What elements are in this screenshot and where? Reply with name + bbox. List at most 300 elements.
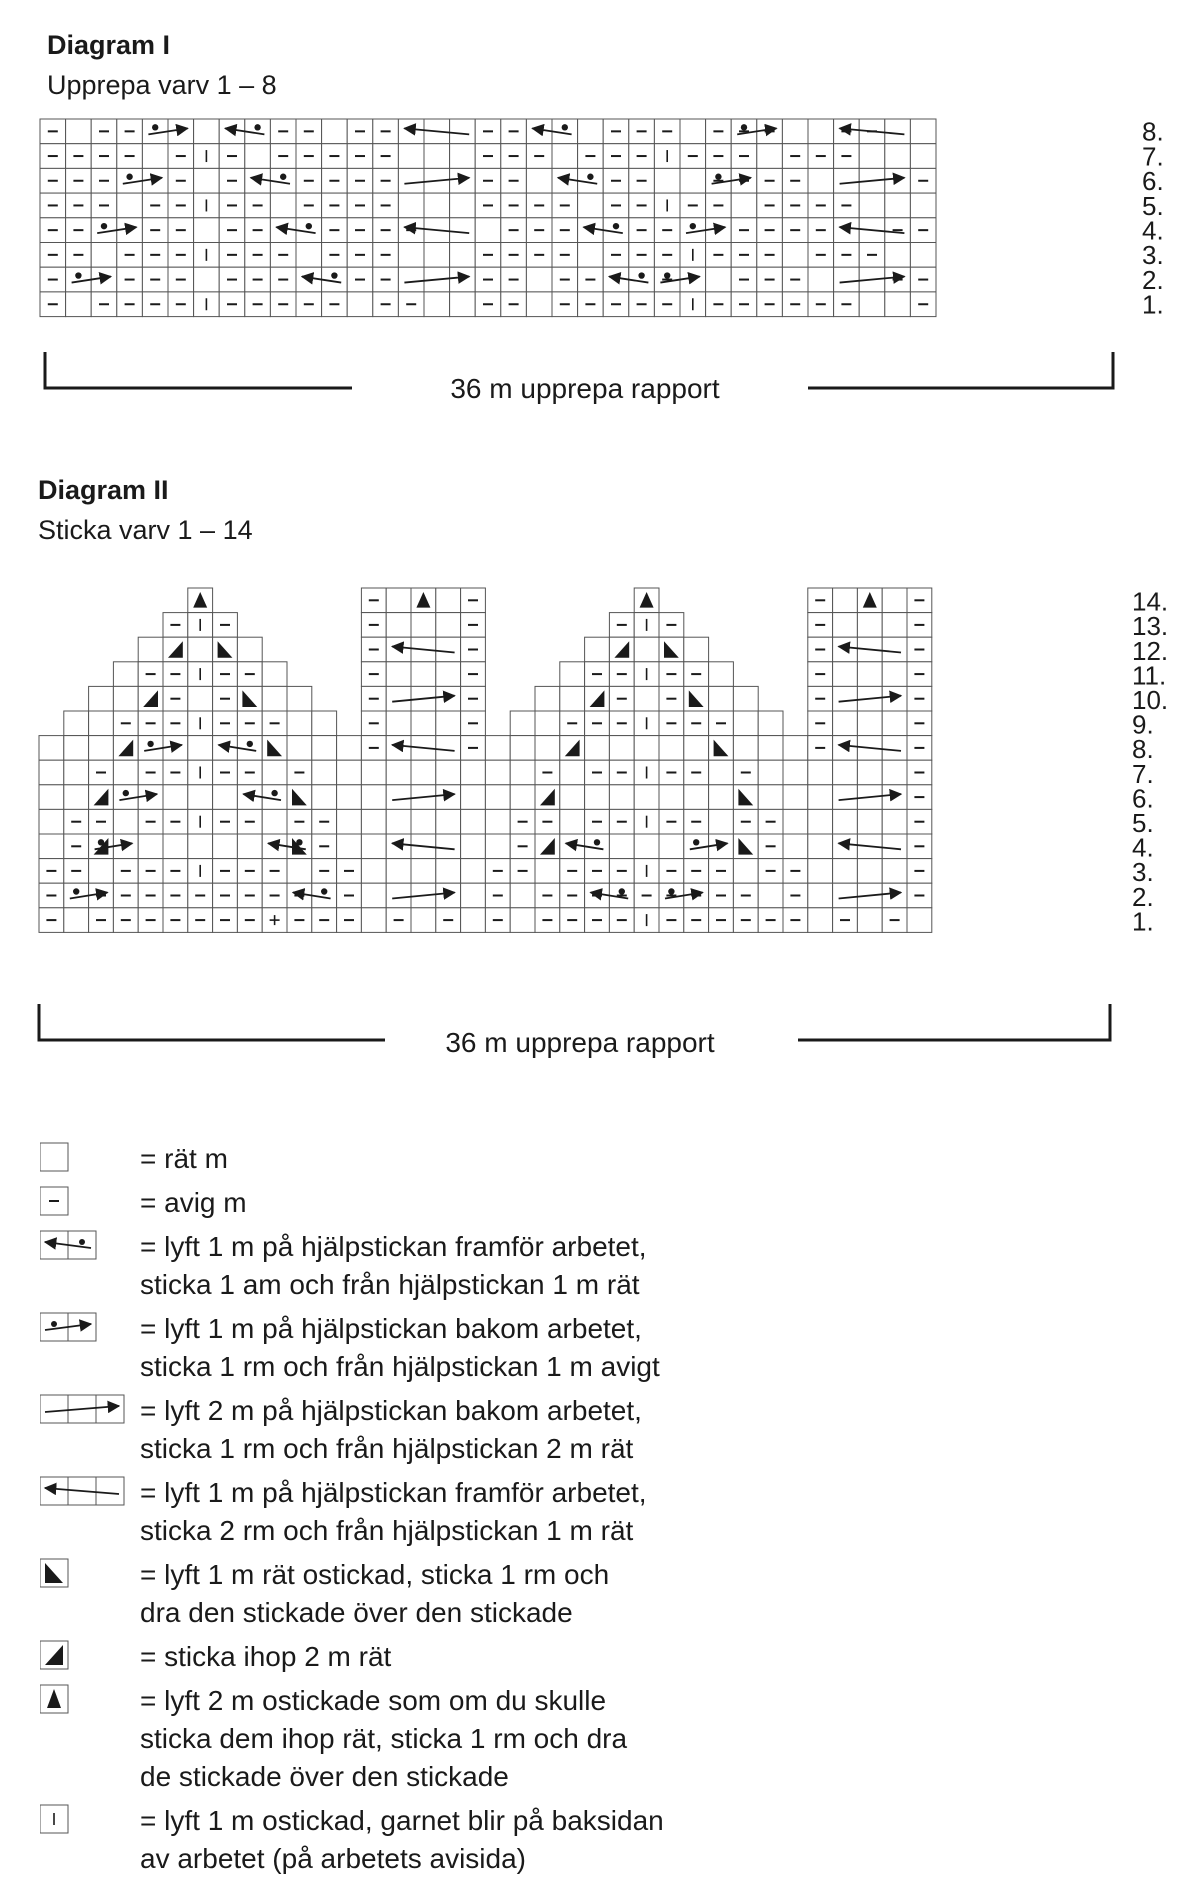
diagram-2-cell [188, 859, 213, 884]
diagram-2-cell [436, 662, 461, 687]
diagram-2-cell [808, 662, 833, 687]
diagram-2-cell [535, 908, 560, 933]
diagram-1-cell [322, 119, 348, 144]
diagram-2-cell [733, 883, 758, 908]
diagram-1-cell [398, 267, 424, 292]
diagram-2-cell [64, 859, 89, 884]
diagram-2-cell [510, 736, 535, 761]
diagram-1-cell [142, 193, 168, 218]
diagram-2-cell [882, 711, 907, 736]
diagram-2-cell [560, 883, 585, 908]
diagram-2-cell [709, 736, 734, 761]
diagram-2-cell [808, 785, 833, 810]
diagram-1-cell [194, 193, 220, 218]
diagram-1-cell [629, 144, 655, 169]
diagram-2-cell [907, 760, 932, 785]
diagram-2-cell [262, 760, 287, 785]
diagram-1-cell [219, 218, 245, 243]
diagram-2-cell [585, 662, 610, 687]
diagram-1-cell [731, 218, 757, 243]
diagram-2-cell [485, 785, 510, 810]
diagram-2-cell [510, 859, 535, 884]
diagram-2-cell [634, 637, 659, 662]
diagram-2-cell [833, 588, 858, 613]
diagram-2-cell [609, 686, 634, 711]
legend-line: av arbetet (på arbetets avisida) [140, 1843, 526, 1874]
diagram-1-cell [731, 267, 757, 292]
diagram-2-cell [213, 686, 238, 711]
diagram-1-cell [782, 218, 808, 243]
diagram-1-cell [654, 243, 680, 268]
diagram-2-cell [138, 711, 163, 736]
diagram-1-cell [66, 193, 92, 218]
diagram-2-cell [882, 883, 907, 908]
diagram-2-cell [684, 637, 709, 662]
diagram-1-cell [245, 193, 271, 218]
diagram-1-cell [66, 144, 92, 169]
diagram-1-cell [219, 292, 245, 317]
diagram-1-cell [450, 292, 476, 317]
diagram-2-cell [337, 785, 362, 810]
diagram-1-cell [219, 168, 245, 193]
diagram-2-cell [783, 809, 808, 834]
diagram-1-cell [168, 193, 194, 218]
diagram-2-cell [39, 760, 64, 785]
diagram-1-cell [706, 267, 732, 292]
diagram-2-cell [337, 736, 362, 761]
diagram-1-cell [629, 292, 655, 317]
diagram-2-cell [337, 834, 362, 859]
diagram-2-cell [312, 760, 337, 785]
diagram-2-cell [907, 588, 932, 613]
diagram-1-cell [66, 218, 92, 243]
legend-item-cdd [40, 1682, 760, 1796]
diagram-2-cell [709, 785, 734, 810]
diagram-2-cell [163, 686, 188, 711]
diagram-1-cell [194, 168, 220, 193]
diagram-2-cell [485, 883, 510, 908]
legend-item-cable-left-3 [40, 1474, 760, 1550]
legend-item-cable-right-3 [40, 1392, 760, 1468]
diagram-1-subtitle: Upprepa varv 1 – 8 [47, 70, 277, 100]
diagram-1-cell [501, 144, 527, 169]
diagram-2-cell [609, 613, 634, 638]
diagram-2-cell [337, 859, 362, 884]
diagram-2-cell [312, 908, 337, 933]
diagram-2-cell [188, 613, 213, 638]
diagram-2-cell [213, 760, 238, 785]
diagram-1-cell [885, 267, 911, 292]
diagram-2-cell [882, 613, 907, 638]
diagram-2-cell [436, 588, 461, 613]
diagram-2-cell [337, 908, 362, 933]
diagram-1-cell [757, 243, 783, 268]
legend-description [140, 1638, 391, 1676]
diagram-1-repeat-bracket [45, 352, 1113, 404]
diagram-2-cell [138, 637, 163, 662]
diagram-2-cell [833, 736, 858, 761]
diagram-2-cell [461, 883, 486, 908]
diagram-2-cell [213, 785, 238, 810]
diagram-1-cell [706, 193, 732, 218]
diagram-2-cell [585, 736, 610, 761]
diagram-2-cell [337, 809, 362, 834]
diagram-1-cell [654, 119, 680, 144]
cdd-icon [40, 1682, 140, 1716]
diagram-2-cell [709, 883, 734, 908]
diagram-2-cell [188, 908, 213, 933]
diagram-2-cell [535, 785, 560, 810]
diagram-1-cell [603, 292, 629, 317]
diagram-2-cell [113, 883, 138, 908]
diagram-1-cell [40, 168, 66, 193]
diagram-2-cell [163, 760, 188, 785]
diagram-1-cell [398, 168, 424, 193]
diagram-2-cell [361, 662, 386, 687]
diagram-2-cell [138, 834, 163, 859]
diagram-2-cell [461, 662, 486, 687]
diagram-2-cell [237, 859, 262, 884]
diagram-1-cell [603, 168, 629, 193]
diagram-1-cell [296, 243, 322, 268]
diagram-1-cell [834, 193, 860, 218]
diagram-1-cell [40, 119, 66, 144]
diagram-2-cell [213, 711, 238, 736]
diagram-2-cell [882, 760, 907, 785]
diagram-1-cell [834, 267, 860, 292]
diagram-1-cell [808, 267, 834, 292]
diagram-2-cell [659, 711, 684, 736]
diagram-2-cell [436, 809, 461, 834]
diagram-2-cell [560, 809, 585, 834]
diagram-2-cell [609, 662, 634, 687]
diagram-1-cell [296, 144, 322, 169]
diagram-1-cell [731, 193, 757, 218]
diagram-1-cell [117, 267, 143, 292]
diagram-2-cell [758, 908, 783, 933]
diagram-2-cell [485, 760, 510, 785]
diagram-2-row-label: 8. [1132, 734, 1154, 765]
diagram-2-cell [907, 834, 932, 859]
diagram-1-cell [398, 243, 424, 268]
diagram-1-cell [398, 292, 424, 317]
diagram-2-cell [485, 809, 510, 834]
diagram-2-cell [361, 760, 386, 785]
diagram-2-cell [386, 686, 411, 711]
diagram-2-cell [386, 809, 411, 834]
diagram-2-repeat-label: 36 m upprepa rapport [445, 1027, 715, 1058]
diagram-2-cell [39, 785, 64, 810]
diagram-2-cell [560, 686, 585, 711]
diagram-2-cell [113, 809, 138, 834]
diagram-2-cell [684, 809, 709, 834]
diagram-1-cell [168, 267, 194, 292]
diagram-2-cell [485, 859, 510, 884]
diagram-2-cell [138, 908, 163, 933]
legend-description [140, 1802, 664, 1878]
diagram-2-cell [882, 662, 907, 687]
diagram-2-cell [585, 637, 610, 662]
diagram-2-cell [808, 883, 833, 908]
diagram-2-cell [585, 785, 610, 810]
diagram-2-cell [386, 785, 411, 810]
diagram-1-cell [270, 243, 296, 268]
diagram-2-cell [609, 834, 634, 859]
diagram-1-cell [706, 119, 732, 144]
diagram-1-cell [398, 193, 424, 218]
diagram-1-cell [578, 243, 604, 268]
diagram-1-cell [117, 144, 143, 169]
diagram-1-cell [910, 218, 936, 243]
diagram-2-cell [833, 711, 858, 736]
diagram-2-cell [510, 809, 535, 834]
diagram-1-cell [808, 243, 834, 268]
diagram-2-cell [89, 760, 114, 785]
diagram-2-cell [89, 736, 114, 761]
diagram-2-cell [857, 908, 882, 933]
diagram-1-cell [757, 218, 783, 243]
diagram-2-cell [138, 883, 163, 908]
diagram-1-cell [450, 218, 476, 243]
diagram-2-cell [436, 760, 461, 785]
diagram-2-cell [733, 908, 758, 933]
legend-description [140, 1474, 647, 1550]
diagram-2-cell [188, 637, 213, 662]
diagram-1-cell [270, 267, 296, 292]
diagram-1-cell [910, 119, 936, 144]
legend-item-cross-right-dot [40, 1310, 760, 1386]
diagram-2-cell [535, 834, 560, 859]
diagram-2-row-label: 5. [1132, 808, 1154, 838]
diagram-2-cell [808, 834, 833, 859]
diagram-1-cell [885, 119, 911, 144]
diagram-2-cell [659, 908, 684, 933]
diagram-2-cell [287, 711, 312, 736]
diagram-2-cell [659, 760, 684, 785]
diagram-2-cell [907, 613, 932, 638]
diagram-1-cell [680, 243, 706, 268]
diagram-1-cell [373, 267, 399, 292]
diagram-2-cell [461, 736, 486, 761]
diagram-2-cell [64, 908, 89, 933]
diagram-2-cell [634, 834, 659, 859]
diagram-2-cell [634, 809, 659, 834]
legend-line: sticka 1 rm och från hjälpstickan 1 m avigt [140, 1351, 660, 1382]
diagram-1-cell [194, 243, 220, 268]
diagram-2-cell [535, 686, 560, 711]
diagram-1-cell [552, 218, 578, 243]
diagram-1-cell [450, 168, 476, 193]
diagram-1-cell [475, 243, 501, 268]
diagram-2-cell [386, 908, 411, 933]
diagram-1-cell [219, 243, 245, 268]
diagram-2-cell [361, 883, 386, 908]
diagram-1-cell [194, 119, 220, 144]
diagram-1-row-label: 7. [1142, 141, 1164, 172]
diagram-1-cell [680, 144, 706, 169]
legend-item-purl [40, 1184, 760, 1222]
diagram-1-cell [475, 193, 501, 218]
diagram-1-cell [168, 292, 194, 317]
diagram-1-cell [296, 119, 322, 144]
diagram-2-cell [113, 662, 138, 687]
diagram-2-cell [312, 859, 337, 884]
legend-description [140, 1556, 609, 1632]
diagram-1-cell [526, 267, 552, 292]
diagram-1-cell [629, 168, 655, 193]
diagram-2-cell [609, 760, 634, 785]
diagram-2-title: Diagram II [38, 475, 169, 505]
diagram-2-cell [237, 711, 262, 736]
diagram-2-cell [833, 809, 858, 834]
diagram-1-cell [168, 218, 194, 243]
diagram-1-cell [757, 267, 783, 292]
diagram-2-cell [262, 686, 287, 711]
diagram-1-cell [194, 267, 220, 292]
diagram-1-cell [629, 218, 655, 243]
diagram-1-cell [347, 193, 373, 218]
diagram-1-cell [245, 144, 271, 169]
diagram-2-cell [882, 736, 907, 761]
diagram-2-cell [783, 859, 808, 884]
diagram-1-cell [834, 292, 860, 317]
diagram-2-cell [188, 662, 213, 687]
diagram-2-cell [337, 883, 362, 908]
diagram-2-cell [262, 736, 287, 761]
legend-line: = lyft 1 m på hjälpstickan framför arbetet, [140, 1231, 647, 1262]
diagram-1-cell [910, 144, 936, 169]
diagram-2-cell [808, 637, 833, 662]
diagram-2-cell [188, 588, 213, 613]
diagram-2-cell [783, 834, 808, 859]
diagram-2-subtitle: Sticka varv 1 – 14 [38, 515, 253, 545]
diagram-1-cell [373, 218, 399, 243]
diagram-2-cell [64, 760, 89, 785]
diagram-1-cell [603, 193, 629, 218]
diagram-1-cell [373, 243, 399, 268]
diagram-2-cell [758, 883, 783, 908]
diagram-1-cell [322, 193, 348, 218]
diagram-2-cell [436, 637, 461, 662]
diagram-2-cell [659, 637, 684, 662]
diagram-1-cell [501, 267, 527, 292]
diagram-2-cell [535, 859, 560, 884]
diagram-2-cell [833, 686, 858, 711]
diagram-2-cell [213, 809, 238, 834]
diagram-2-cell [461, 613, 486, 638]
diagram-1-cell [629, 119, 655, 144]
diagram-1-cell [347, 144, 373, 169]
legend-description [140, 1682, 627, 1796]
diagram-2-cell [857, 809, 882, 834]
diagram-2-cell [436, 686, 461, 711]
diagram-1-cell [91, 144, 117, 169]
diagram-1-cell [424, 243, 450, 268]
diagram-2-cell [113, 711, 138, 736]
diagram-1-cell [40, 267, 66, 292]
diagram-2-cell [361, 859, 386, 884]
diagram-1-cell [834, 144, 860, 169]
diagram-2-cell [89, 859, 114, 884]
diagram-2-cell [163, 711, 188, 736]
diagram-2-cell [833, 908, 858, 933]
diagram-2-row-label: 1. [1132, 906, 1154, 937]
diagram-2-cell [857, 613, 882, 638]
diagram-1-cell [654, 168, 680, 193]
diagram-1-cell [245, 267, 271, 292]
diagram-2-cell [237, 637, 262, 662]
diagram-1-cell [347, 243, 373, 268]
diagram-1-cell [782, 144, 808, 169]
diagram-2-cell [386, 662, 411, 687]
diagram-2-cell [758, 736, 783, 761]
diagram-1-cell [910, 168, 936, 193]
diagram-2-cell [907, 711, 932, 736]
diagram-1-cell [680, 193, 706, 218]
diagram-2-cell [237, 908, 262, 933]
legend-line: sticka dem ihop rät, sticka 1 rm och dra [140, 1723, 628, 1754]
diagram-2-cell [188, 809, 213, 834]
diagram-2-cell [560, 736, 585, 761]
diagram-2-cell [659, 736, 684, 761]
diagram-2-cell [560, 760, 585, 785]
diagram-2-cell [634, 785, 659, 810]
diagram-1-cell [885, 193, 911, 218]
diagram-2-cell [411, 588, 436, 613]
diagram-2-cell [312, 809, 337, 834]
diagram-1-cell [526, 218, 552, 243]
diagram-2-repeat-bracket [39, 1004, 1110, 1058]
diagram-2-cell [89, 711, 114, 736]
diagram-1-cell [731, 292, 757, 317]
diagram-1-cell [450, 144, 476, 169]
diagram-1-cell [270, 119, 296, 144]
diagram-1-cell [501, 292, 527, 317]
diagram-2-cell [560, 785, 585, 810]
diagram-1-cell [117, 193, 143, 218]
diagram-2-grid [39, 588, 932, 932]
diagram-2-cell [64, 809, 89, 834]
diagram-1-cell [40, 144, 66, 169]
diagram-1-cell [475, 119, 501, 144]
diagram-2-cell [64, 785, 89, 810]
diagram-2-cell [361, 711, 386, 736]
diagram-2-cell [213, 613, 238, 638]
diagram-2-cell [833, 859, 858, 884]
diagram-2-cell [758, 760, 783, 785]
diagram-2-cell [361, 686, 386, 711]
diagram-1-cell [91, 292, 117, 317]
slip-icon [40, 1802, 140, 1836]
diagram-2-cell [833, 662, 858, 687]
diagram-2-cell [188, 785, 213, 810]
diagram-2-cell [262, 711, 287, 736]
diagram-2-cell [89, 785, 114, 810]
diagram-2-cell [436, 613, 461, 638]
diagram-2-cell [113, 908, 138, 933]
diagram-2-cell [64, 834, 89, 859]
diagram-2-cell [39, 859, 64, 884]
legend-line: = rät m [140, 1143, 228, 1174]
diagram-2-cell [560, 662, 585, 687]
legend-description [140, 1310, 660, 1386]
diagram-1-cell [142, 218, 168, 243]
legend-item-slip [40, 1802, 760, 1878]
diagram-1-cell [578, 119, 604, 144]
legend-item-knit [40, 1140, 760, 1178]
legend-line: = sticka ihop 2 m rät [140, 1641, 392, 1672]
diagram-2-row-label: 11. [1132, 660, 1167, 691]
